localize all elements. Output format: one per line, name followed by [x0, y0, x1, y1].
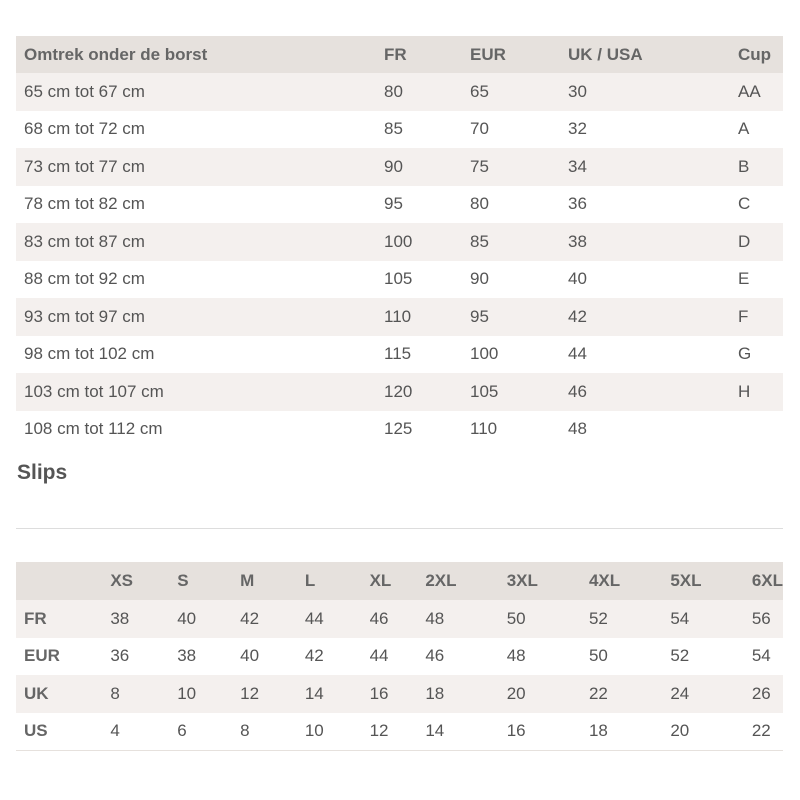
- table-cell: 48: [560, 411, 730, 449]
- header-size: 5XL: [662, 562, 743, 600]
- table-cell: 8: [232, 713, 297, 751]
- table-cell: 10: [297, 713, 362, 751]
- header-size: 3XL: [499, 562, 581, 600]
- bra-table-header-row: [16, 36, 783, 73]
- table-cell: 83 cm tot 87 cm: [16, 223, 376, 261]
- table-cell: 73 cm tot 77 cm: [16, 148, 376, 186]
- table-cell: 16: [499, 713, 581, 751]
- table-cell: 120: [376, 373, 462, 411]
- row-label: UK: [16, 675, 102, 713]
- table-cell: 4: [102, 713, 169, 751]
- table-cell: 103 cm tot 107 cm: [16, 373, 376, 411]
- table-cell: 42: [232, 600, 297, 638]
- header-eur: EUR: [462, 36, 560, 73]
- table-cell: 40: [560, 261, 730, 299]
- table-cell: 14: [417, 713, 498, 751]
- table-cell: 100: [462, 336, 560, 374]
- table-cell: 85: [462, 223, 560, 261]
- table-cell: 30: [560, 73, 730, 111]
- table-cell: 52: [581, 600, 662, 638]
- table-cell: 38: [102, 600, 169, 638]
- table-cell: 78 cm tot 82 cm: [16, 186, 376, 224]
- table-row: [16, 111, 783, 149]
- table-cell: 42: [297, 638, 362, 676]
- table-cell: 16: [362, 675, 418, 713]
- table-row: [16, 223, 783, 261]
- header-size: XL: [362, 562, 418, 600]
- table-row: [16, 148, 783, 186]
- header-empty: [16, 562, 102, 600]
- table-cell: 100: [376, 223, 462, 261]
- table-cell: 10: [169, 675, 232, 713]
- table-cell: 56: [744, 600, 783, 638]
- table-cell: 38: [169, 638, 232, 676]
- table-cell: 68 cm tot 72 cm: [16, 111, 376, 149]
- table-cell: 22: [581, 675, 662, 713]
- table-cell: 40: [232, 638, 297, 676]
- table-cell: 38: [560, 223, 730, 261]
- table-row: [16, 373, 783, 411]
- header-size: M: [232, 562, 297, 600]
- table-cell: 70: [462, 111, 560, 149]
- table-cell: 48: [417, 600, 498, 638]
- table-row: [16, 298, 783, 336]
- table-cell: 26: [744, 675, 783, 713]
- table-cell: C: [730, 186, 783, 224]
- table-cell: 95: [462, 298, 560, 336]
- table-cell: 108 cm tot 112 cm: [16, 411, 376, 449]
- table-cell: 93 cm tot 97 cm: [16, 298, 376, 336]
- table-cell: 48: [499, 638, 581, 676]
- bra-size-table: [16, 36, 783, 448]
- table-row: [16, 411, 783, 449]
- table-cell: 18: [581, 713, 662, 751]
- header-size: L: [297, 562, 362, 600]
- table-row: [16, 73, 783, 111]
- table-cell: [730, 411, 783, 449]
- table-cell: 110: [462, 411, 560, 449]
- table-cell: 125: [376, 411, 462, 449]
- table-row: [16, 713, 783, 751]
- table-cell: D: [730, 223, 783, 261]
- table-cell: 95: [376, 186, 462, 224]
- table-cell: 6: [169, 713, 232, 751]
- table-cell: 18: [417, 675, 498, 713]
- table-cell: 80: [376, 73, 462, 111]
- table-row: [16, 261, 783, 299]
- table-cell: B: [730, 148, 783, 186]
- table-row: [16, 638, 783, 676]
- table-cell: 65 cm tot 67 cm: [16, 73, 376, 111]
- slips-title: Slips: [17, 461, 68, 484]
- table-cell: 54: [744, 638, 783, 676]
- header-size: S: [169, 562, 232, 600]
- table-cell: 44: [297, 600, 362, 638]
- table-cell: 36: [102, 638, 169, 676]
- table-cell: 50: [499, 600, 581, 638]
- table-cell: 75: [462, 148, 560, 186]
- table-cell: 105: [462, 373, 560, 411]
- section-divider: [16, 528, 783, 529]
- table-cell: 40: [169, 600, 232, 638]
- table-cell: 14: [297, 675, 362, 713]
- table-cell: E: [730, 261, 783, 299]
- table-cell: 44: [362, 638, 418, 676]
- table-cell: 65: [462, 73, 560, 111]
- header-underbust: Omtrek onder de borst: [16, 36, 376, 73]
- row-label: US: [16, 713, 102, 751]
- table-cell: 8: [102, 675, 169, 713]
- table-row: [16, 600, 783, 638]
- table-cell: 46: [417, 638, 498, 676]
- table-cell: 52: [662, 638, 743, 676]
- table-cell: 110: [376, 298, 462, 336]
- table-cell: A: [730, 111, 783, 149]
- table-cell: 24: [662, 675, 743, 713]
- table-cell: 80: [462, 186, 560, 224]
- table-cell: 12: [362, 713, 418, 751]
- header-size: 2XL: [417, 562, 498, 600]
- table-cell: H: [730, 373, 783, 411]
- header-uk-usa: UK / USA: [560, 36, 730, 73]
- table-cell: AA: [730, 73, 783, 111]
- slips-table-header-row: [16, 562, 783, 600]
- header-size: 4XL: [581, 562, 662, 600]
- table-row: [16, 336, 783, 374]
- table-row: [16, 675, 783, 713]
- header-size: 6XL: [744, 562, 783, 600]
- table-cell: 54: [662, 600, 743, 638]
- row-label: EUR: [16, 638, 102, 676]
- header-fr: FR: [376, 36, 462, 73]
- table-cell: 85: [376, 111, 462, 149]
- table-cell: G: [730, 336, 783, 374]
- table-cell: 34: [560, 148, 730, 186]
- table-cell: 12: [232, 675, 297, 713]
- table-cell: 20: [662, 713, 743, 751]
- header-cup: Cup: [730, 36, 783, 73]
- table-cell: 20: [499, 675, 581, 713]
- table-cell: 46: [560, 373, 730, 411]
- table-cell: 90: [376, 148, 462, 186]
- table-cell: 46: [362, 600, 418, 638]
- row-label: FR: [16, 600, 102, 638]
- header-size: XS: [102, 562, 169, 600]
- table-row: [16, 186, 783, 224]
- table-cell: 98 cm tot 102 cm: [16, 336, 376, 374]
- table-cell: 88 cm tot 92 cm: [16, 261, 376, 299]
- slips-size-table: [16, 562, 783, 751]
- table-cell: 90: [462, 261, 560, 299]
- table-cell: 42: [560, 298, 730, 336]
- table-cell: 22: [744, 713, 783, 751]
- table-cell: 50: [581, 638, 662, 676]
- table-cell: 44: [560, 336, 730, 374]
- table-cell: 115: [376, 336, 462, 374]
- table-cell: 32: [560, 111, 730, 149]
- table-cell: 36: [560, 186, 730, 224]
- table-cell: F: [730, 298, 783, 336]
- table-cell: 105: [376, 261, 462, 299]
